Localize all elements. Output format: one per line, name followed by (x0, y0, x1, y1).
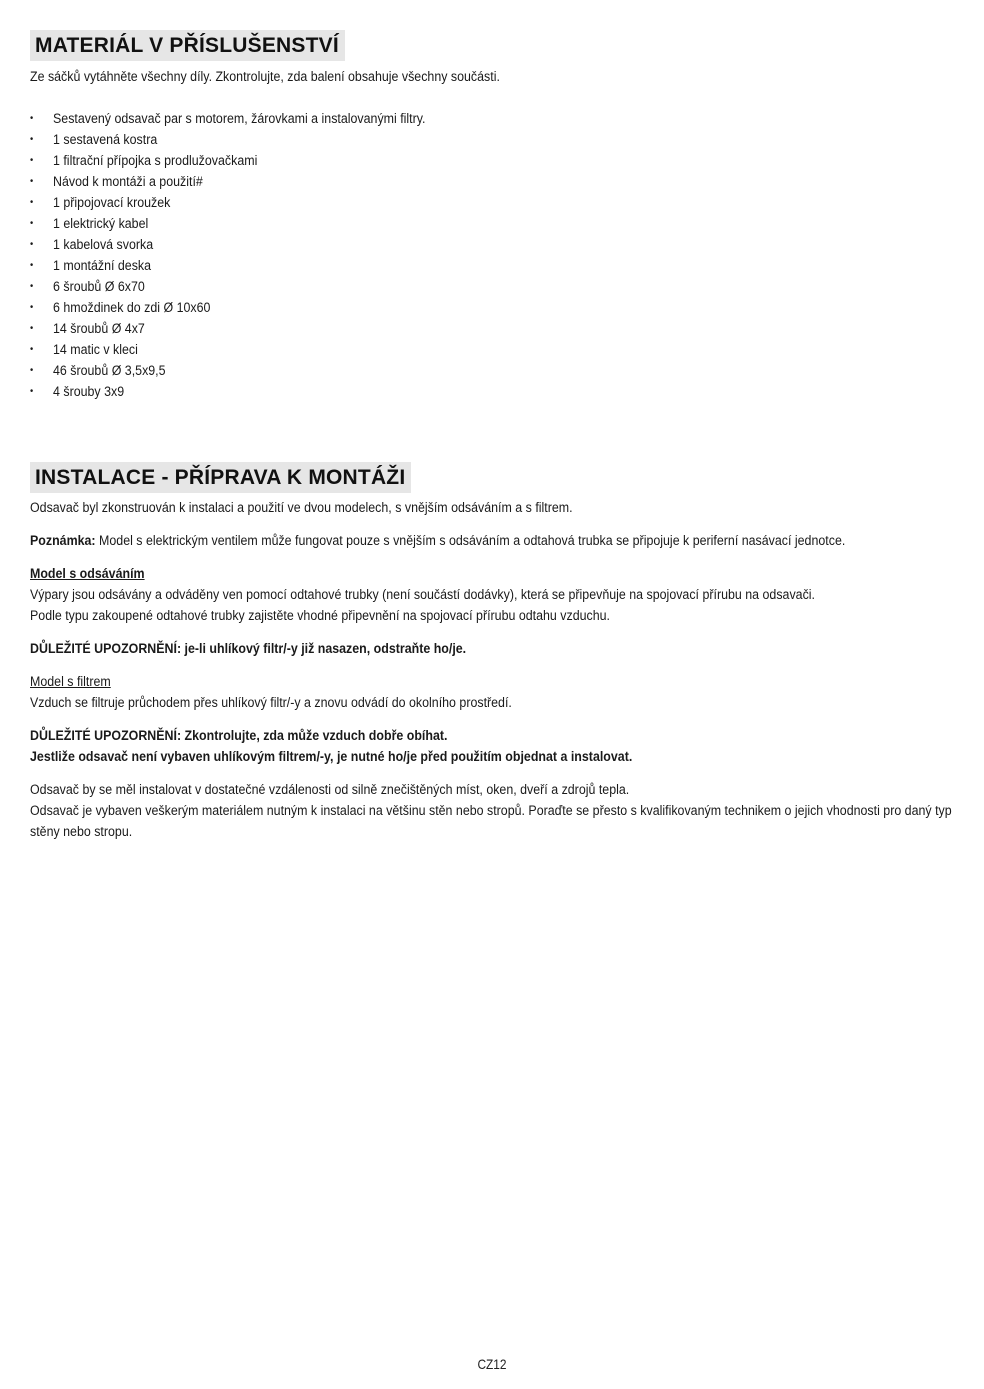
list-item: • 4 šrouby 3x9 (30, 381, 959, 402)
installation-intro: Odsavač byl zkonstruován k instalaci a použití ve dvou modelech, s vnějším odsáváním a s filtrem. (30, 500, 573, 515)
document-page (30, 30, 960, 842)
list-item: • 46 šroubů Ø 3,5x9,5 (30, 360, 959, 381)
list-item: • 1 elektrický kabel (30, 213, 959, 234)
warning-air-circulation-line2: Jestliže odsavač není vybaven uhlíkovým filtrem/-y, je nutné ho/je před použitím objednat a instalovat. (30, 749, 633, 764)
list-item: • 1 montážní deska (30, 255, 959, 276)
note-text: Model s elektrickým ventilem může fungovat pouze s vnějším s odsáváním a odtahová trubka se připojuje k periferní nasávací jednotce. (95, 533, 846, 548)
closing-line2: Odsavač je vybaven veškerým materiálem nutným k instalaci na většinu stěn nebo stropů. Poraďte se přesto s kvalifikovaným technikem o jejich vhodnosti pro daný typ stěny nebo stropu. (30, 803, 952, 839)
page-number: CZ12 (477, 1356, 507, 1372)
list-item: • 14 šroubů Ø 4x7 (30, 318, 959, 339)
closing-line1: Odsavač by se měl instalovat v dostatečné vzdálenosti od silně znečištěných míst, oken, dveří a zdrojů tepla. (30, 782, 630, 797)
warning-air-circulation-line1: DŮLEŽITÉ UPOZORNĚNÍ: Zkontrolujte, zda může vzduch dobře obíhat. (30, 728, 448, 743)
section-heading-materials: MATERIÁL V PŘÍSLUŠENSTVÍ (30, 30, 345, 61)
list-item: • Sestavený odsavač par s motorem, žárovkami a instalovanými filtry. (30, 108, 959, 129)
list-item: • 1 připojovací kroužek (30, 192, 959, 213)
materials-list (30, 108, 959, 402)
list-item: • 1 sestavená kostra (30, 129, 959, 150)
list-item: • 1 filtrační přípojka s prodlužovačkami (30, 150, 959, 171)
list-item: • 6 šroubů Ø 6x70 (30, 276, 959, 297)
list-item: • 6 hmoždinek do zdi Ø 10x60 (30, 297, 959, 318)
section-installation (30, 462, 960, 842)
model-filter-line1: Vzduch se filtruje průchodem přes uhlíkový filtr/-y a znovu odvádí do okolního prostředí. (30, 695, 512, 710)
materials-body (30, 66, 959, 402)
list-item: • Návod k montáži a použití# (30, 171, 959, 192)
model-extraction-title: Model s odsáváním (30, 566, 145, 581)
model-filter-title: Model s filtrem (30, 674, 111, 689)
model-extraction-line2: Podle typu zakoupené odtahové trubky zajistěte vhodné připevnění na spojovací přírubu odtahu vzduchu. (30, 608, 611, 623)
note-label: Poznámka: (30, 533, 96, 548)
warning-carbon-filter: DŮLEŽITÉ UPOZORNĚNÍ: je-li uhlíkový filtr/-y již nasazen, odstraňte ho/je. (30, 641, 467, 656)
installation-body (30, 497, 959, 842)
note-paragraph (30, 530, 959, 551)
materials-intro: Ze sáčků vytáhněte všechny díly. Zkontrolujte, zda balení obsahuje všechny součásti. (30, 69, 500, 84)
model-extraction-line1: Výpary jsou odsávány a odváděny ven pomocí odtahové trubky (není součástí dodávky), která se připevňuje na spojovací přírubu na odsavači. (30, 587, 815, 602)
list-item: • 1 kabelová svorka (30, 234, 959, 255)
list-item: • 14 matic v kleci (30, 339, 959, 360)
section-heading-installation: INSTALACE - PŘÍPRAVA K MONTÁŽI (30, 462, 411, 493)
section-materials (30, 30, 960, 402)
